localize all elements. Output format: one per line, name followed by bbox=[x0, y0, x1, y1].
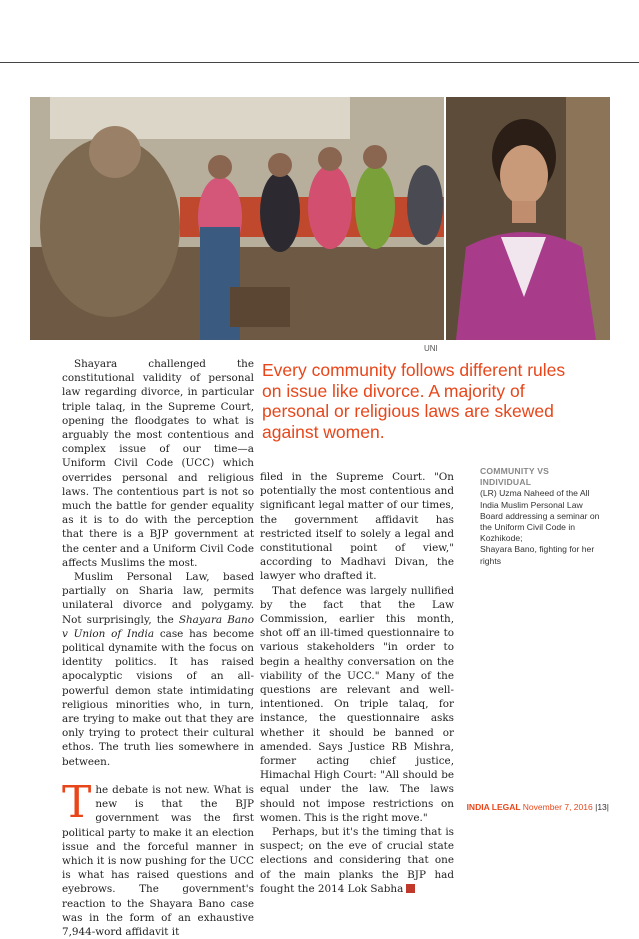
portrait-photo-illustration bbox=[446, 97, 610, 340]
caption-line: (LR) Uzma Naheed of the All India Muslim Personal Law Board addressing a seminar on the Uniform Civil Code in Kozhikode; bbox=[480, 488, 600, 544]
article-column-1 bbox=[62, 357, 254, 939]
page-footer bbox=[467, 802, 609, 812]
paragraph-text: case has become political dynamite with the focus on identity politics. It has raised apocalyptic visions of an all-powerful demon state intimidating religious minorities who, in turn, are trying to make out that they are only trying to protect their cultural ethos. The truth lies somewhere in between. bbox=[62, 627, 254, 768]
article-column-2 bbox=[260, 470, 454, 896]
photo-credit: UNI bbox=[424, 344, 438, 353]
paragraph bbox=[62, 570, 254, 769]
divider: | bbox=[595, 802, 598, 812]
page-number: 13 bbox=[597, 802, 607, 812]
drop-cap: T bbox=[62, 776, 92, 828]
seminar-photo-illustration bbox=[30, 97, 444, 340]
issue-date: November 7, 2016 bbox=[522, 802, 593, 812]
paragraph: Shayara challenged the constitutional validity of personal law regarding divorce, in particular triple talaq, in the Supreme Court, opening the floodgates to what is arguably the most contentious and complex issue of our time—a Uniform Civil Code (UCC) which overrides personal and religious laws. The contentious part is not so much the battle for gender equality as it is to do with the perception that there is a BJP government at the center and a Uniform Civil Code affects Muslims the most. bbox=[62, 358, 254, 569]
photo-caption bbox=[480, 466, 600, 567]
caption-line: Shayara Bano, fighting for her rights bbox=[480, 544, 595, 566]
case-name: Shayara Bano v Union of India bbox=[62, 613, 254, 640]
portrait-photo bbox=[446, 97, 610, 340]
paragraph-text: he debate is not new. What is new is that the BJP government was the first political party to make it an election issue and the forceful manner in which it is now pushing for the UCC is what has raised questions and eyebrows. The government's reaction to the Shayara Bano case was in the form of an exhaustive 7,944-word affidavit it bbox=[62, 783, 254, 938]
paragraph: filed in the Supreme Court. "On potentially the most contentious and significant legal matter of our times, the government affidavit has restricted itself to solely a legal and constitutional point of view," according to Madhavi Divan, the lawyer who drafted it. bbox=[260, 471, 454, 583]
paragraph: That defence was largely nullified by the fact that the Law Commission, earlier this month, shot off an ill-timed questionnaire to various stakeholders "in order to begin a healthy conversation on the viability of the UCC." Many of the questions are relevant and well-intentioned. On triple talaq, for instance, the questionnaire asks whether it should be banned or amended. Says Justice RB Mishra, former acting chief justice, Himachal High Court: "All should be equal under the law. The laws should not impose restrictions on women. This is the right move." bbox=[260, 584, 454, 824]
paragraph bbox=[260, 825, 454, 896]
paragraph-text: Muslim Personal Law, based partially on Sharia law, permits unilateral divorce and polygamy. Not surprisingly, the bbox=[62, 571, 254, 626]
divider: | bbox=[606, 802, 609, 812]
caption-title: COMMUNITY VS INDIVIDUAL bbox=[480, 466, 550, 488]
seminar-photo bbox=[30, 97, 444, 340]
top-rule bbox=[0, 62, 639, 63]
paragraph bbox=[62, 776, 254, 939]
continue-arrow-icon bbox=[406, 884, 415, 893]
magazine-name: INDIA LEGAL bbox=[466, 802, 521, 812]
paragraph-text: Perhaps, but it's the timing that is suspect; on the eve of crucial state elections and considering that one of the main planks the BJP had fought the 2014 Lok Sabha bbox=[260, 826, 454, 895]
pull-quote: Every community follows different rules on issue like divorce. A majority of personal or religious laws are skewed against women. bbox=[262, 360, 566, 442]
